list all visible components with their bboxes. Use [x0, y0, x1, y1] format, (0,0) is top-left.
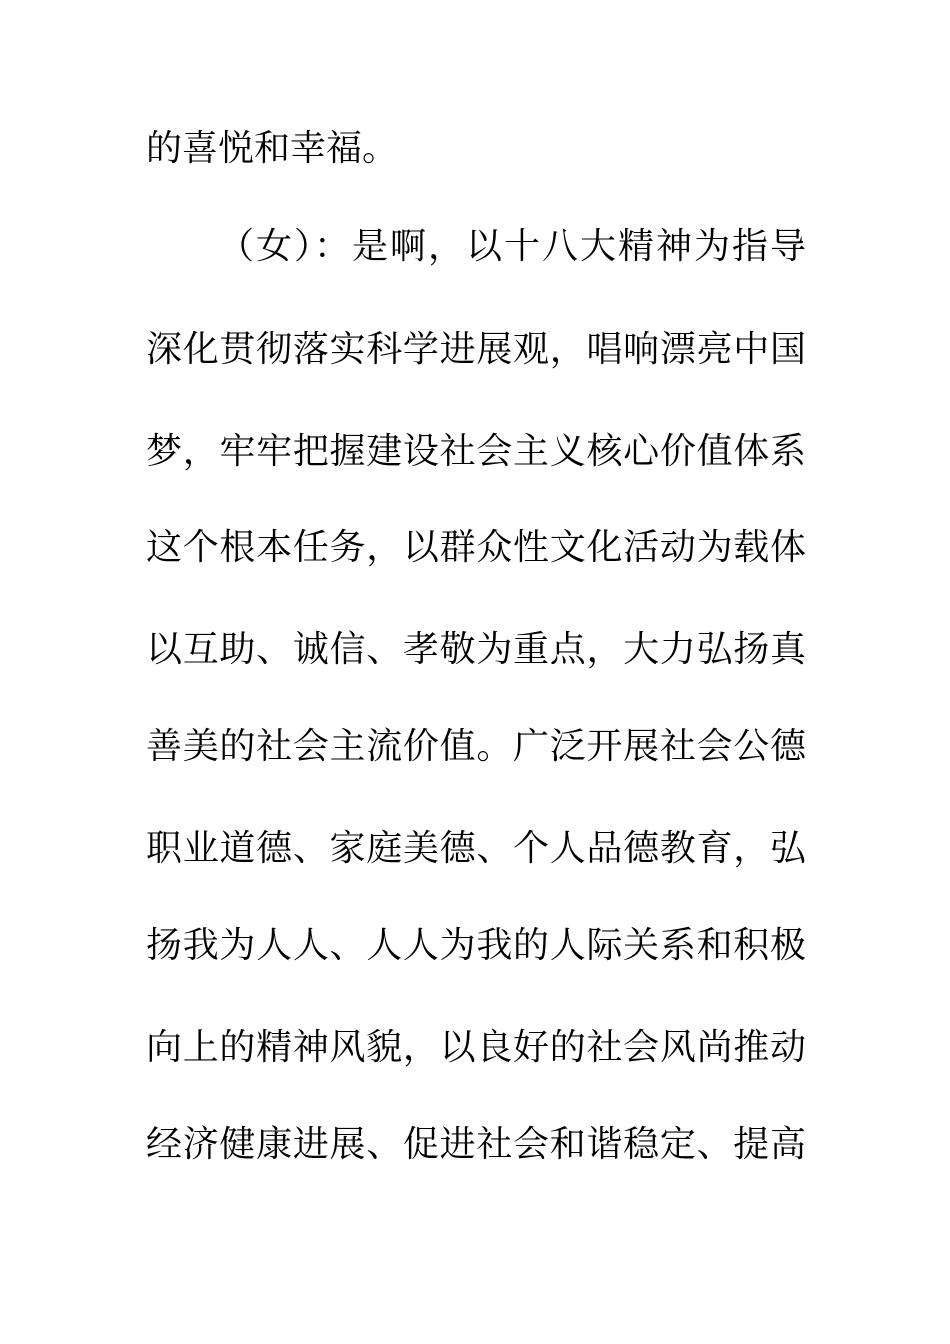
text-line-9: 扬我为人人、人人为我的人际关系和积极: [146, 925, 806, 966]
text-line-2: （女）：是啊，以十八大精神为指导: [218, 226, 806, 267]
text-line-10: 向上的精神风貌，以良好的社会风尚推动: [146, 1027, 806, 1068]
text-line-4: 梦，牢牢把握建设社会主义核心价值体系: [146, 431, 806, 472]
text-line-8: 职业道德、家庭美德、个人品德教育，弘: [146, 828, 806, 869]
text-line-6: 以互助、诚信、孝敬为重点，大力弘扬真: [146, 629, 806, 670]
text-line-11: 经济健康进展、促进社会和谐稳定、提高: [146, 1124, 806, 1165]
text-line-3: 深化贯彻落实科学进展观，唱响漂亮中国: [146, 329, 806, 370]
text-line-5: 这个根本任务，以群众性文化活动为载体: [146, 527, 806, 568]
text-line-1: 的喜悦和幸福。: [146, 128, 399, 169]
text-line-7: 善美的社会主流价值。广泛开展社会公德: [146, 726, 806, 767]
